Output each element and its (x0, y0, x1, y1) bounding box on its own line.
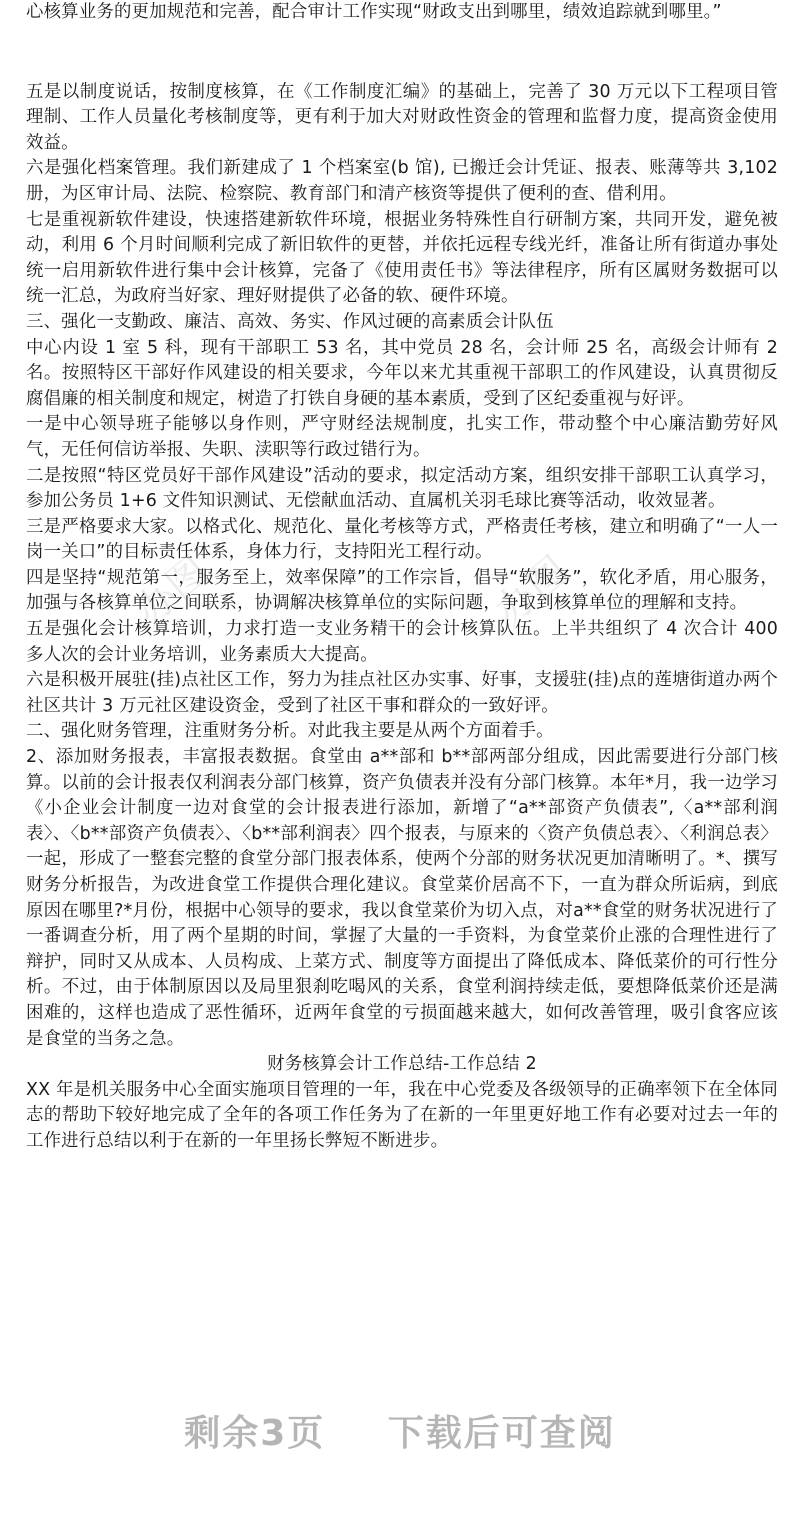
document-subtitle: 财务核算会计工作总结-工作总结 2 (267, 1054, 537, 1075)
document-body (26, 0, 778, 1155)
paragraph: 三是严格要求大家。以格式化、规范化、量化考核等方式，严格责任考核，建立和明确了“一人一岗一关口”的目标责任体系，身体力行，支持阳光工程行动。 (26, 516, 778, 563)
intro-line: 心核算业务的更加规范和完善，配合审计工作实现“财政支出到哪里，绩效追踪就到哪里。” (26, 2, 722, 22)
paragraph: 六是积极开展驻(挂)点社区工作，努力为挂点社区办实事、好事，支援驻(挂)点的莲塘街道办两个社区共计 3 万元社区建设资金，受到了社区干事和群众的一致好评。 (26, 670, 778, 716)
paragraph: 2、添加财务报表，丰富报表数据。食堂由 a**部和 b**部两部分组成，因此需要进行分部门核算。以前的会计报表仅利润表分部门核算，资产负债表并没有分部门核算。本年*月，我一边学习《小企业会计制度一边对食堂的会计报表进行添加，新增了“a**部资产负债表”,〈a**部利润表〉、〈b**部资产负债表〉、〈b**部利润表〉四个报表，与原来的〈资产负债总表〉、〈利润总表〉一起，形成了一整套完整的食堂分部门报表体系，使两个分部的财务状况更加清晰明了。*、撰写财务分析报告，为改进食堂工作提供合理化建议。食堂菜价居高不下，一直为群众所诟病，到底原因在哪里?*月份，根据中心领导的要求，我以食堂菜价为切入点，对a**食堂的财务状况进行了一番调查分析，用了两个星期的时间，掌握了大量的一手资料，为食堂菜价止涨的合理性进行了辩护，同时又从成本、人员构成、上菜方式、制度等方面提出了降低成本、降低菜价的可行性分析。不过，由于体制原因以及局里狠刹吃喝风的关系，食堂利润持续走低，要想降低菜价还是满困难的，这样也造成了恶性循环，近两年食堂的亏损面越来越大，如何改善管理，吸引食客应该是食堂的当务之急。 (26, 747, 778, 1049)
paragraph: 一是中心领导班子能够以身作则，严守财经法规制度，扎实工作，带动整个中心廉洁勤劳好风气，无任何信访举报、失职、渎职等行政过错行为。 (26, 414, 778, 460)
watermark-text: 办图 (126, 547, 218, 635)
section-heading: 二、强化财务管理，注重财务分析。对此我主要是从两个方面着手。 (26, 721, 554, 742)
paragraph: 四是坚持“规范第一，服务至上，效率保障”的工作宗旨，倡导“软服务”，软化矛盾，用心服务，加强与各核算单位之间联系，协调解决核算单位的实际问题，争取到核算单位的理解和支持。 (26, 567, 778, 614)
section-heading: 三、强化一支勤政、廉洁、高效、务实、作风过硬的高素质会计队伍 (26, 311, 554, 332)
remaining-pages-label: 剩余3页 (184, 1413, 326, 1454)
paragraph-gap (26, 26, 778, 80)
paragraph: 五是强化会计核算培训，力求打造一支业务精干的会计核算队伍。上半共组织了 4 次合计 400 多人次的会计业务培训，业务素质大大提高。 (26, 619, 778, 665)
paragraph: 六是强化档案管理。我们新建成了 1 个档案室(b 馆), 已搬迁会计凭证、报表、账薄等共 3,102 册，为区审计局、法院、检察院、教育部门和清产核资等提供了便利的查、借利用。 (26, 158, 778, 204)
paragraph: 中心内设 1 室 5 科，现有干部职工 53 名，其中党员 28 名，会计师 25 名，高级会计师有 2 名。按照特区干部好作风建设的相关要求，今年以来尤其重视干部职工的作风建设，认真贯彻反腐倡廉的相关制度和规定，树造了打铁自身硬的基本素质，受到了区纪委重视与好评。 (26, 337, 778, 409)
paragraph: XX 年是机关服务中心全面实施项目管理的一年，我在中心党委及各级领导的正确率领下在全体同志的帮助下较好地完成了全年的各项工作任务为了在新的一年里更好地工作有必要对过去一年的工作进行总结以利于在新的一年里扬长弊短不断进步。 (26, 1079, 778, 1151)
paragraph: 七是重视新软件建设，快速搭建新软件环境，根据业务特殊性自行研制方案，共同开发，避免被动，利用 6 个月时间顺利完成了新旧软件的更替，并依托远程专线光纤，准备让所有街道办事处统一启用新软件进行集中会计核算，完备了《使用责任书》等法律程序，所有区属财务数据可以统一汇总，为政府当好家、理好财提供了必备的软、硬件环境。 (26, 209, 778, 307)
download-hint-label: 下载后可查阅 (387, 1413, 616, 1454)
paragraph: 二是按照“特区党员好干部作风建设”活动的要求，拟定活动方案，组织安排干部职工认真学习，参加公务员 1+6 文件知识测试、无偿献血活动、直属机关羽毛球比赛等活动，收效显著。 (26, 465, 778, 512)
download-prompt[interactable] (0, 1405, 800, 1456)
watermark-text: 办图 (486, 547, 578, 635)
paragraph: 五是以制度说话，按制度核算，在《工作制度汇编》的基础上，完善了 30 万元以下工程项目管理制、工作人员量化考核制度等，更有利于加大对财政性资金的管理和监督力度，提高资金使用效益。 (26, 81, 778, 153)
